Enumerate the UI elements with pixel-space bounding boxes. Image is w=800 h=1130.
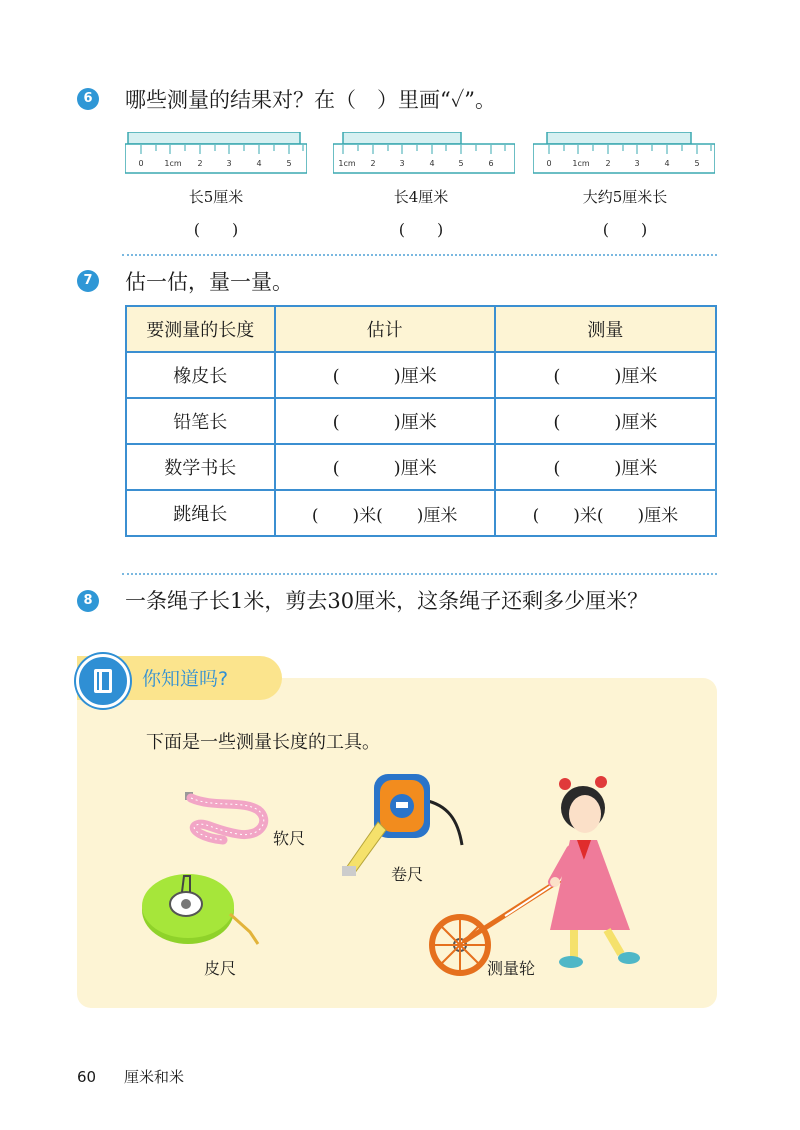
girl-measuring-wheel-illustration: [425, 770, 665, 980]
ruler-1-tick-label: 2: [197, 159, 203, 168]
ruler-1: [125, 132, 307, 174]
estimate-cell[interactable]: ( )米( )厘米: [275, 490, 495, 536]
section-divider: [122, 573, 717, 575]
table-row: [126, 444, 716, 490]
question-6-text: 哪些测量的结果对？在（ ）里画“✓”。: [125, 88, 497, 112]
ruler-3-tick-label: 3: [634, 159, 640, 168]
info-intro-text: 下面是一些测量长度的工具。: [146, 732, 380, 753]
ruler-body-3: [533, 144, 715, 173]
ruler-3-tick-label: 2: [605, 159, 611, 168]
ruler-3-tick-label: 5: [694, 159, 700, 168]
reel-tape-icon: [138, 870, 268, 950]
item-cell: 铅笔长: [126, 398, 275, 444]
ruler-1-tick-label: 3: [226, 159, 232, 168]
ruler-3-tick-label: 4: [664, 159, 670, 168]
ruler-3-answer-paren[interactable]: ( ): [602, 220, 648, 239]
section-divider: [122, 254, 717, 256]
ruler-3-tick-label: 0: [546, 159, 552, 168]
ruler-2-tick-label: 3: [399, 159, 405, 168]
estimate-cell[interactable]: ( )厘米: [275, 352, 495, 398]
did-you-know-title: 你知道吗?: [142, 668, 229, 690]
chapter-title: 厘米和米: [124, 1068, 185, 1086]
table-header-cell: 测量: [495, 306, 716, 352]
measure-cell[interactable]: ( )厘米: [495, 444, 716, 490]
book-icon: [76, 654, 130, 708]
measured-strip-3: [547, 132, 691, 144]
ruler-1-tick-label: 1cm: [164, 159, 182, 168]
tool-label-soft-tape: 软尺: [273, 829, 306, 848]
ruler-1-tick-label: 5: [286, 159, 292, 168]
item-cell: 跳绳长: [126, 490, 275, 536]
question-8-text: 一条绳子长1米，剪去30厘米，这条绳子还剩多少厘米？: [125, 589, 649, 613]
item-cell: 数学书长: [126, 444, 275, 490]
ruler-1-answer-paren[interactable]: ( ): [193, 220, 239, 239]
estimate-cell[interactable]: ( )厘米: [275, 444, 495, 490]
table-row: [126, 398, 716, 444]
page-number: 60: [77, 1068, 97, 1086]
ruler-2-tick-label: 5: [458, 159, 464, 168]
ruler-3-tick-label: 1cm: [572, 159, 590, 168]
ruler-2-tick-label: 6: [488, 159, 494, 168]
question-7-text: 估一估，量一量。: [125, 270, 293, 294]
estimate-cell[interactable]: ( )厘米: [275, 398, 495, 444]
question-8-number: 8: [77, 590, 99, 612]
question-7-number: 7: [77, 270, 99, 292]
measure-cell[interactable]: ( )米( )厘米: [495, 490, 716, 536]
ruler-body-1: [125, 144, 307, 173]
ruler-2-answer-paren[interactable]: ( ): [398, 220, 444, 239]
tool-label-reel-tape: 皮尺: [204, 959, 237, 978]
measured-strip-2: [343, 132, 461, 144]
soft-tape-icon: [183, 790, 273, 850]
ruler-3: [533, 132, 715, 174]
ruler-3-caption: 大约5厘米长: [582, 188, 668, 206]
ruler-1-caption: 长5厘米: [188, 188, 244, 206]
measure-cell[interactable]: ( )厘米: [495, 352, 716, 398]
table-row: [126, 352, 716, 398]
table-row: [126, 490, 716, 536]
measure-cell[interactable]: ( )厘米: [495, 398, 716, 444]
ruler-2-tick-label: 2: [370, 159, 376, 168]
ruler-2-tick-label: 1cm: [338, 159, 356, 168]
table-header-row: [126, 306, 716, 352]
ruler-2-caption: 长4厘米: [393, 188, 449, 206]
table-header-cell: 估计: [275, 306, 495, 352]
table-header-cell: 要测量的长度: [126, 306, 275, 352]
tool-label-tape-measure: 卷尺: [391, 865, 424, 884]
ruler-1-tick-label: 4: [256, 159, 262, 168]
tool-label-measuring-wheel: 测量轮: [487, 959, 536, 978]
question-6-number: 6: [77, 88, 99, 110]
ruler-2: [333, 132, 515, 174]
ruler-2-tick-label: 4: [429, 159, 435, 168]
measured-strip-1: [128, 132, 300, 144]
ruler-1-tick-label: 0: [138, 159, 144, 168]
item-cell: 橡皮长: [126, 352, 275, 398]
measurement-table: [125, 305, 717, 537]
